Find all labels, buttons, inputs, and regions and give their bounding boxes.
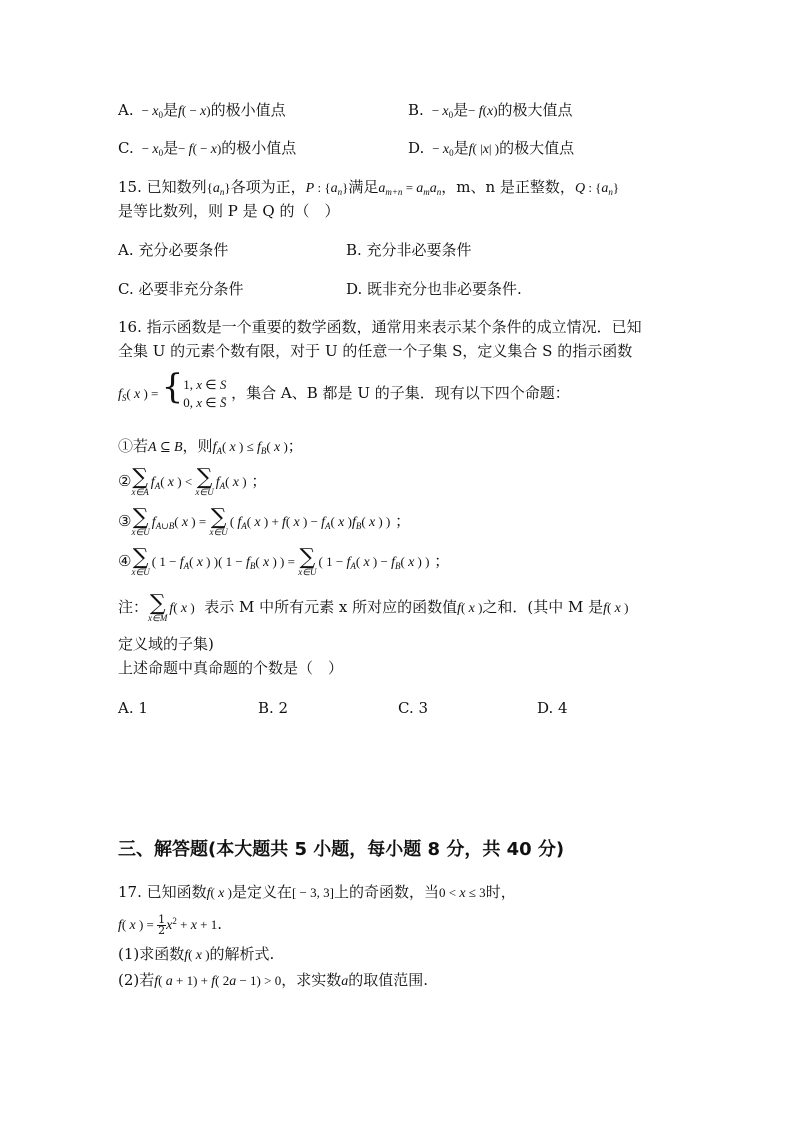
text: 是 <box>163 139 179 157</box>
q16-stem-line2 <box>118 341 632 361</box>
option-label: A. <box>118 101 134 119</box>
text: 的解析式. <box>209 945 275 963</box>
q16-option-c: C. 3 <box>398 699 429 717</box>
option-text: 的极小值点 <box>210 101 286 119</box>
text: ； <box>287 437 303 455</box>
q17-part-1: (1)求函数f( x )的解析式. <box>118 945 275 963</box>
q16-note: 注： ∑ x∈M f( x ) 表示 M 中所有元素 x 所对应的函数值f( x )之和．(其中 M 是f( x ) <box>118 590 629 623</box>
text: ①若 <box>118 437 149 455</box>
q16-option-d: D. 4 <box>537 699 568 717</box>
text: ，求实数 <box>281 971 342 989</box>
text: 是 <box>453 139 469 157</box>
q16-stem-line1 <box>118 317 642 337</box>
q17-function-definition: f( x ) = $\frac{1}{2}$ $x^2 + x + 1$. <box>118 912 223 937</box>
option-label: C. <box>118 139 134 157</box>
option-label: D. <box>408 139 425 157</box>
q16-proposition-1: ①若A ⊆ B，则$f_A$( x ) ≤ $f_B$( x )； <box>118 437 303 456</box>
q16-indicator-definition: $f_S$( x ) = { 1, x ∈ S 0, x ∈ S̄ ，集合 A、B 都是 U 的子集．现有以下四个命题： <box>118 367 570 410</box>
q16-option-b: B. 2 <box>258 699 289 717</box>
text: 是 <box>453 101 469 119</box>
q16-note-line2: 定义域的子集) <box>118 635 214 653</box>
text: ，m、n 是正整数， <box>441 178 575 196</box>
text: 已知数列 <box>146 178 207 196</box>
q15-option-b: B. 充分非必要条件 <box>346 241 472 259</box>
question-number: 17. <box>118 883 142 901</box>
q16-option-a: A. 1 <box>118 699 148 717</box>
q17-part-2: (2)若f( a + 1) + f( 2a − 1) > 0，求实数a的取值范围. <box>118 971 429 989</box>
q15-option-d: D. 既非充分也非必要条件. <box>346 280 522 298</box>
q14-option-c: C. − $x_0$是− f( − x)的极小值点 <box>118 139 297 158</box>
text: 满足 <box>348 178 379 196</box>
question-number: 15. <box>118 178 142 196</box>
text: 上的奇函数，当 <box>333 883 439 901</box>
text: (2)若 <box>118 971 155 989</box>
q14-option-d: D. − $x_0$是f( |x| )的极大值点 <box>408 139 575 158</box>
q17-stem-line1: 17. 已知函数f( x )是定义在[ − 3, 3]上的奇函数，当0 < x ≤ 3时， <box>118 883 516 901</box>
option-text: 的极大值点 <box>497 101 573 119</box>
q16-proposition-3: ③ ∑ x∈U $f_{A\cup B}$( x ) = ∑ x∈U ( $f_A$( x ) + f( x ) − $f_A$( x )$f_B$( x ) ) ； <box>118 504 411 537</box>
q15-option-c: C. 必要非充分条件 <box>118 280 244 298</box>
q16-proposition-2: ② ∑ x∈A $f_A$( x ) < ∑ x∈U $f_A$( x ) ； <box>118 464 267 497</box>
option-text: 的极小值点 <box>221 139 297 157</box>
q16-proposition-4: ④ ∑ x∈U ( $1 - f_A$( x ) )( $1 - f_B$( x ) ) = ∑ x∈U ( $1 - f_A$( x ) − $f_B$( x ) ) ； <box>118 544 450 577</box>
text: 全集 U 的元素个数有限，对于 U 的任意一个子集 S，定义集合 S 的指示函数 <box>118 342 633 360</box>
text: ④ <box>118 552 132 570</box>
question-number: 16. <box>118 318 142 336</box>
section-heading: 三、解答题(本大题共 5 小题，每小题 8 分，共 40 分) <box>118 839 565 860</box>
q15-option-a: A. 充分必要条件 <box>118 241 229 259</box>
option-label: B. <box>408 101 424 119</box>
text: 各项为正， <box>230 178 306 196</box>
q15-stem-line1: 15. 已知数列$\{a_n\}$各项为正，P : $\{a_n\}$满足$a_{m+n} = a_ma_n$，m、n 是正整数，Q : $\{a_n\}$ <box>118 178 620 197</box>
text: 的取值范围. <box>348 971 429 989</box>
text: ，集合 A、B 都是 U 的子集．现有以下四个命题： <box>231 384 570 402</box>
text: 注： <box>118 598 149 616</box>
text: 是 <box>162 101 178 119</box>
text: ③ <box>118 512 132 530</box>
text: (1)求函数 <box>118 945 185 963</box>
option-text: 的极大值点 <box>499 139 575 157</box>
text: 时， <box>485 883 516 901</box>
text: 指示函数是一个重要的数学函数，通常用来表示某个条件的成立情况．已知 <box>146 318 642 336</box>
text: 是定义在 <box>231 883 292 901</box>
text: 已知函数 <box>146 883 207 901</box>
text: ② <box>118 472 132 490</box>
text: ，则 <box>182 437 213 455</box>
text: 是等比数列，则 P 是 Q 的（ ） <box>118 202 340 220</box>
text: 表示 M 中所有元素 x 所对应的函数值 <box>204 598 458 616</box>
q16-question: 上述命题中真命题的个数是（ ） <box>118 659 344 677</box>
q14-option-b: B. − $x_0$是− f(x)的极大值点 <box>408 101 573 120</box>
text: 之和．(其中 M 是 <box>482 598 604 616</box>
q14-option-a: A. − $x_0$是f( − x)的极小值点 <box>118 101 286 120</box>
q15-stem-line2 <box>118 201 339 221</box>
